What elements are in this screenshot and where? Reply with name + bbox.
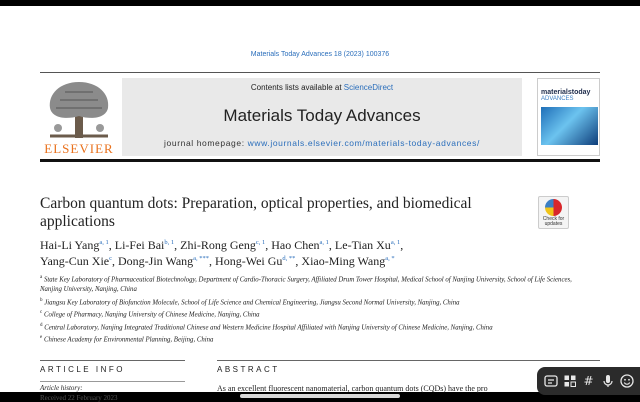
elsevier-logo[interactable] — [40, 78, 118, 156]
article-info-divider — [40, 381, 185, 382]
homepage-label: journal homepage: — [164, 138, 248, 148]
affiliation-text: Central Laboratory, Nanjing Integrated Traditional Chinese and Western Medicine Hospital Affiliated with Nanjing University of Chinese Medicine, Nanjing, China — [44, 323, 493, 331]
affiliation-key: d — [40, 322, 43, 328]
affiliation-text: Chinese Academy for Environmental Planning, Beijing, China — [43, 336, 214, 344]
affiliation-key: a — [40, 275, 43, 280]
author-name[interactable]: Dong-Jin Wang — [118, 254, 194, 268]
author-affil-marker[interactable]: a, 1 — [319, 239, 329, 246]
contents-line — [122, 83, 522, 92]
crossmark-icon — [545, 199, 562, 216]
affiliation-key: c — [40, 310, 43, 316]
journal-citation[interactable]: Materials Today Advances 18 (2023) 100376 — [250, 51, 390, 58]
journal-name: Materials Today Advances — [223, 106, 421, 125]
author-name[interactable]: Hai-Li Yang — [40, 238, 100, 252]
affiliation-list — [40, 273, 585, 346]
author-name[interactable]: Le-Tian Xu — [334, 238, 391, 252]
author-affil-marker[interactable]: a, 1 — [99, 239, 109, 246]
author-separator: , — [112, 254, 119, 268]
article-info-heading: ARTICLE INFO — [40, 365, 125, 374]
author-affil-marker[interactable]: b, 1 — [164, 239, 175, 246]
abstract-heading: ABSTRACT — [217, 365, 280, 374]
affiliation-item — [40, 296, 585, 308]
journal-banner — [122, 78, 522, 156]
emoji-icon[interactable] — [618, 372, 636, 390]
affiliation-item — [40, 308, 585, 320]
homepage-link[interactable]: www.journals.elsevier.com/materials-today-advances/ — [247, 138, 480, 148]
elsevier-wordmark: ELSEVIER — [44, 141, 114, 156]
author-affil-marker[interactable]: a, * — [385, 255, 395, 262]
journal-cover[interactable] — [537, 78, 600, 156]
affiliation-text: Jiangsu Key Laboratory of Biofunction Molecule, School of Life Science and Chemical Engineering, Jiangsu Second Normal University, Nanjing, China — [44, 298, 460, 306]
live-text-icon[interactable] — [542, 372, 560, 390]
abstract-rule — [217, 360, 600, 361]
author-affil-marker[interactable]: d, ** — [282, 255, 296, 262]
floating-toolbar — [537, 367, 640, 395]
author-affil-marker[interactable]: a, 1 — [390, 239, 401, 246]
article-title: Carbon quantum dots: Preparation, optical properties, and biomedical applications — [40, 195, 472, 230]
author-separator: , — [265, 238, 272, 252]
author-list — [40, 237, 580, 269]
cover-title-main: materialstoday — [541, 89, 591, 96]
banner-rule — [40, 159, 600, 162]
homepage-line — [122, 138, 522, 148]
affiliation-item — [40, 321, 585, 333]
home-indicator[interactable] — [240, 394, 400, 398]
author-separator: , — [209, 254, 216, 268]
author-separator: , — [328, 238, 335, 252]
author-name[interactable]: Yang-Cun Xie — [40, 254, 110, 268]
sciencedirect-link[interactable]: ScienceDirect — [343, 83, 394, 92]
author-name[interactable]: Li-Fei Bai — [114, 238, 165, 252]
abstract-text: As an excellent fluorescent nanomaterial, carbon quantum dots (CQDs) have the pro — [217, 384, 488, 393]
author-affil-marker[interactable]: c, 1 — [255, 239, 266, 246]
author-affil-marker[interactable]: c — [109, 255, 113, 262]
article-history-label: Article history: — [40, 384, 83, 392]
affiliation-text: State Key Laboratory of Pharmaceutical Biotechnology, Department of Cardio-Thoracic Surgery, Affiliated Drum Tower Hospital, Medical School of Nanjing University, School of Life Sciences, Nanjing University, Nanjing, China — [40, 276, 572, 294]
affiliation-item — [40, 273, 585, 296]
check-for-updates-button[interactable] — [538, 196, 569, 229]
header-rule — [40, 72, 600, 73]
affiliation-key: e — [40, 335, 43, 341]
check-updates-line1: Check for — [542, 216, 565, 222]
elsevier-tree-icon — [40, 78, 118, 140]
cover-title — [541, 89, 596, 103]
author-name[interactable]: Zhi-Rong Geng — [180, 238, 256, 252]
author-separator: , — [174, 238, 181, 252]
cover-title-sub: ADVANCES — [541, 96, 574, 102]
article-info-rule — [40, 360, 185, 361]
author-separator: , — [108, 238, 115, 252]
contents-prefix: Contents lists available at — [250, 83, 344, 92]
author-affil-marker[interactable]: a, *** — [193, 255, 210, 262]
cover-artwork — [541, 107, 598, 145]
check-updates-line2: updates — [544, 221, 563, 227]
author-separator: , — [295, 254, 302, 268]
author-name[interactable]: Xiao-Ming Wang — [301, 254, 386, 268]
received-date: Received 22 February 2023 — [40, 394, 118, 402]
author-name[interactable]: Hong-Wei Gu — [215, 254, 283, 268]
grid-icon[interactable] — [561, 372, 579, 390]
hashtag-icon[interactable]: # — [583, 374, 594, 388]
article-page — [0, 6, 640, 402]
affiliation-item — [40, 333, 585, 345]
author-separator: , — [400, 238, 404, 252]
affiliation-key: b — [40, 297, 43, 303]
microphone-icon[interactable] — [599, 372, 617, 390]
author-name[interactable]: Hao Chen — [271, 238, 320, 252]
affiliation-text: College of Pharmacy, Nanjing University of Chinese Medicine, Nanjing, China — [43, 311, 260, 319]
